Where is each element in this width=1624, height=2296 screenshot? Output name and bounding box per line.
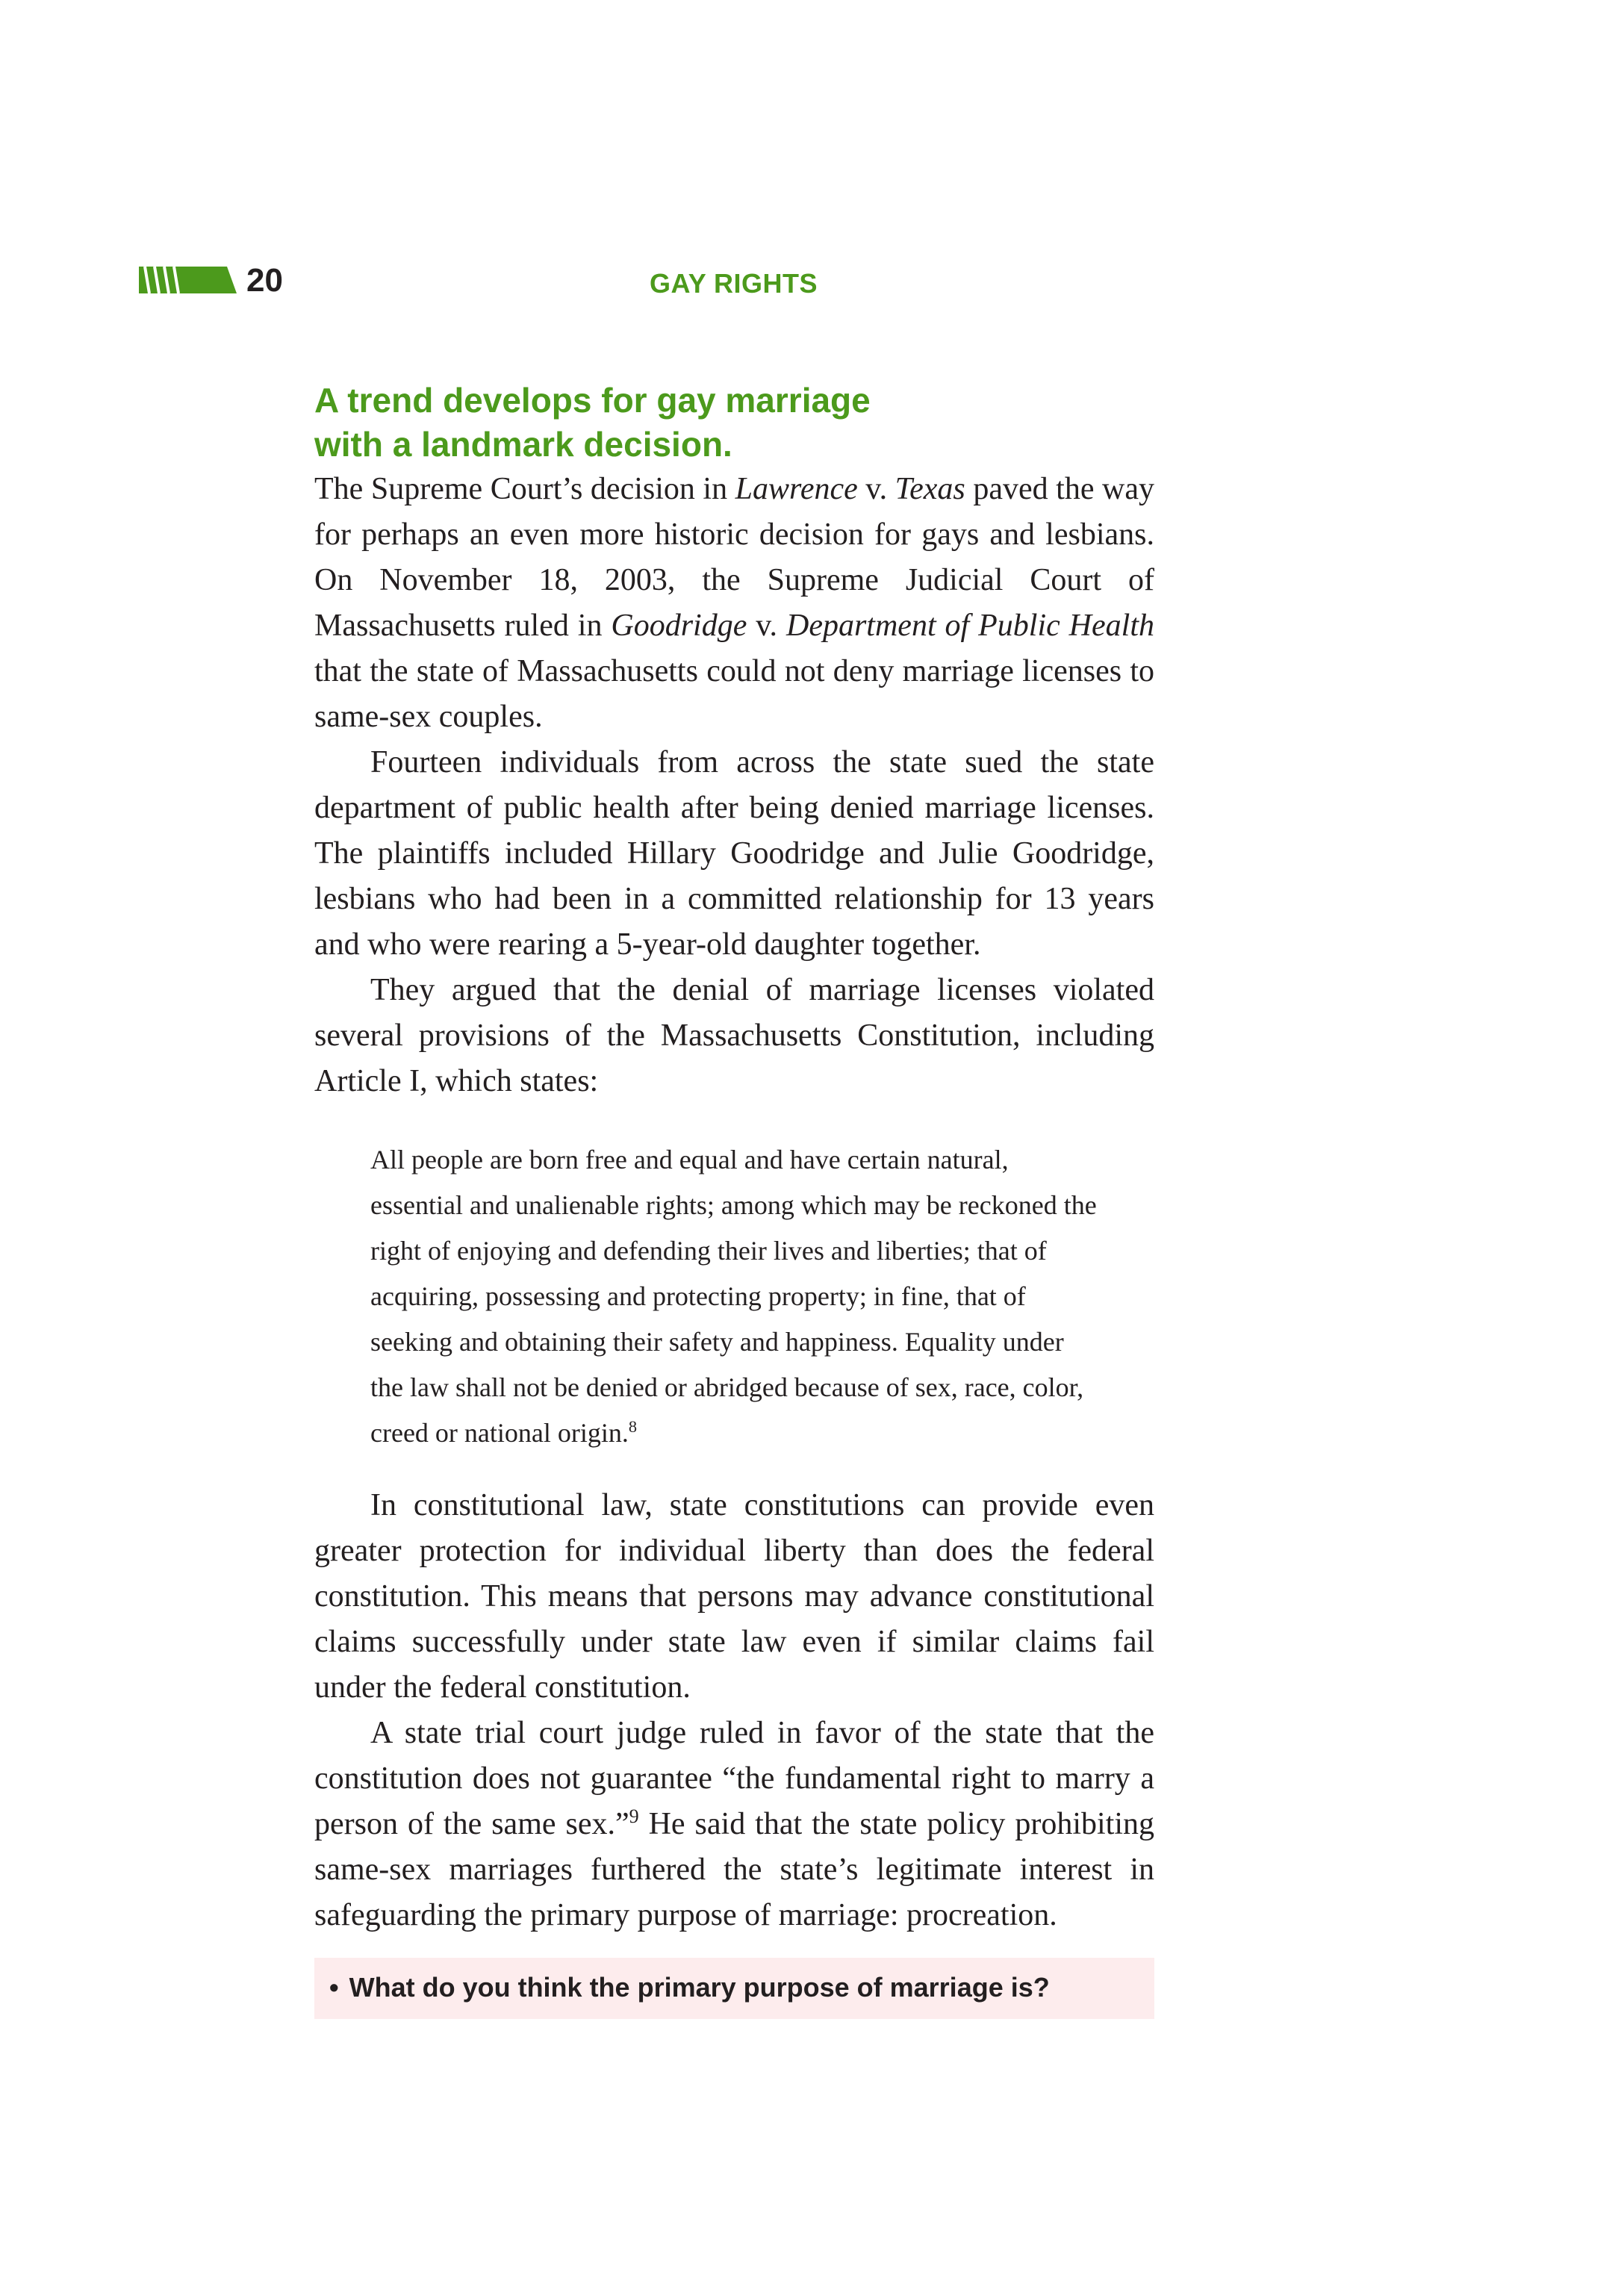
- text-run: v.: [747, 609, 786, 643]
- page-content: [314, 379, 1154, 2019]
- paragraph-5: [314, 1711, 1154, 1938]
- footnote-marker: 8: [628, 1417, 638, 1436]
- text-run: He said that the state policy prohibiting same-sex marriages furthered the state’s legitimate interest in safeguarding the primary purpose of marriage: procreation.: [314, 1807, 1154, 1932]
- section-title-line-2: with a landmark decision.: [314, 425, 732, 464]
- green-stripe-marker-icon: [139, 267, 237, 293]
- text-run: that the state of Massachusetts could not deny marriage licenses to same-sex couples.: [314, 654, 1154, 734]
- case-name: Department of Public Health: [785, 609, 1154, 643]
- discussion-question-box: [314, 1958, 1154, 2019]
- quote-text: All people are born free and equal and have certain natural, essential and unalienable rights; among which may be reckoned the right of enjoying and defending their lives and liberties; that of acquiring, possessing and protecting property; in fine, that of seeking and obtaining their safety and happiness. Equality under the law shall not be denied or abridged because of sex, race, color, creed or national origin.: [370, 1145, 1097, 1448]
- paragraph-4: In constitutional law, state constitutions can provide even greater protection for individual liberty than does the federal constitution. This means that persons may advance constitutional claims successfully under state law even if similar claims fail under the federal constitution.: [314, 1488, 1154, 1705]
- footnote-marker: 9: [629, 1805, 639, 1827]
- bullet-icon: •: [329, 1972, 339, 2003]
- page-header: [0, 0, 1624, 314]
- text-run: The Supreme Court’s decision in: [314, 472, 735, 506]
- case-name: Texas: [895, 472, 965, 506]
- running-head: GAY RIGHTS: [650, 268, 818, 299]
- paragraph-2: Fourteen individuals from across the state sued the state department of public health after being denied marriage licenses. The plaintiffs included Hillary Goodridge and Julie Goodridge, lesbians who had been in a committed relationship for 13 years and who were rearing a 5-year-old daughter together.: [314, 745, 1154, 962]
- case-name: Goodridge: [611, 609, 747, 643]
- section-title-line-1: A trend develops for gay marriage: [314, 381, 871, 420]
- case-name: Lawrence: [735, 472, 858, 506]
- section-title: [314, 379, 1154, 467]
- page-number: 20: [246, 262, 283, 299]
- paragraph-1: [314, 467, 1154, 740]
- text-run: v.: [857, 472, 895, 506]
- text-run: A state trial court judge ruled in favor of the state that the constitution does not guarantee “the fundamental right to marry a person of the same sex.”: [314, 1716, 1154, 1841]
- discussion-question: What do you think the primary purpose of marriage is?: [349, 1972, 1050, 2003]
- paragraph-3: They argued that the denial of marriage licenses violated several provisions of the Massachusetts Constitution, including Article I, which states:: [314, 973, 1154, 1098]
- text-run: paved the way for perhaps an even more historic decision for gays and lesbians. On November 18, 2003, the Supreme Judicial Court of Massachusetts ruled in: [314, 472, 1154, 643]
- block-quote: [370, 1137, 1097, 1456]
